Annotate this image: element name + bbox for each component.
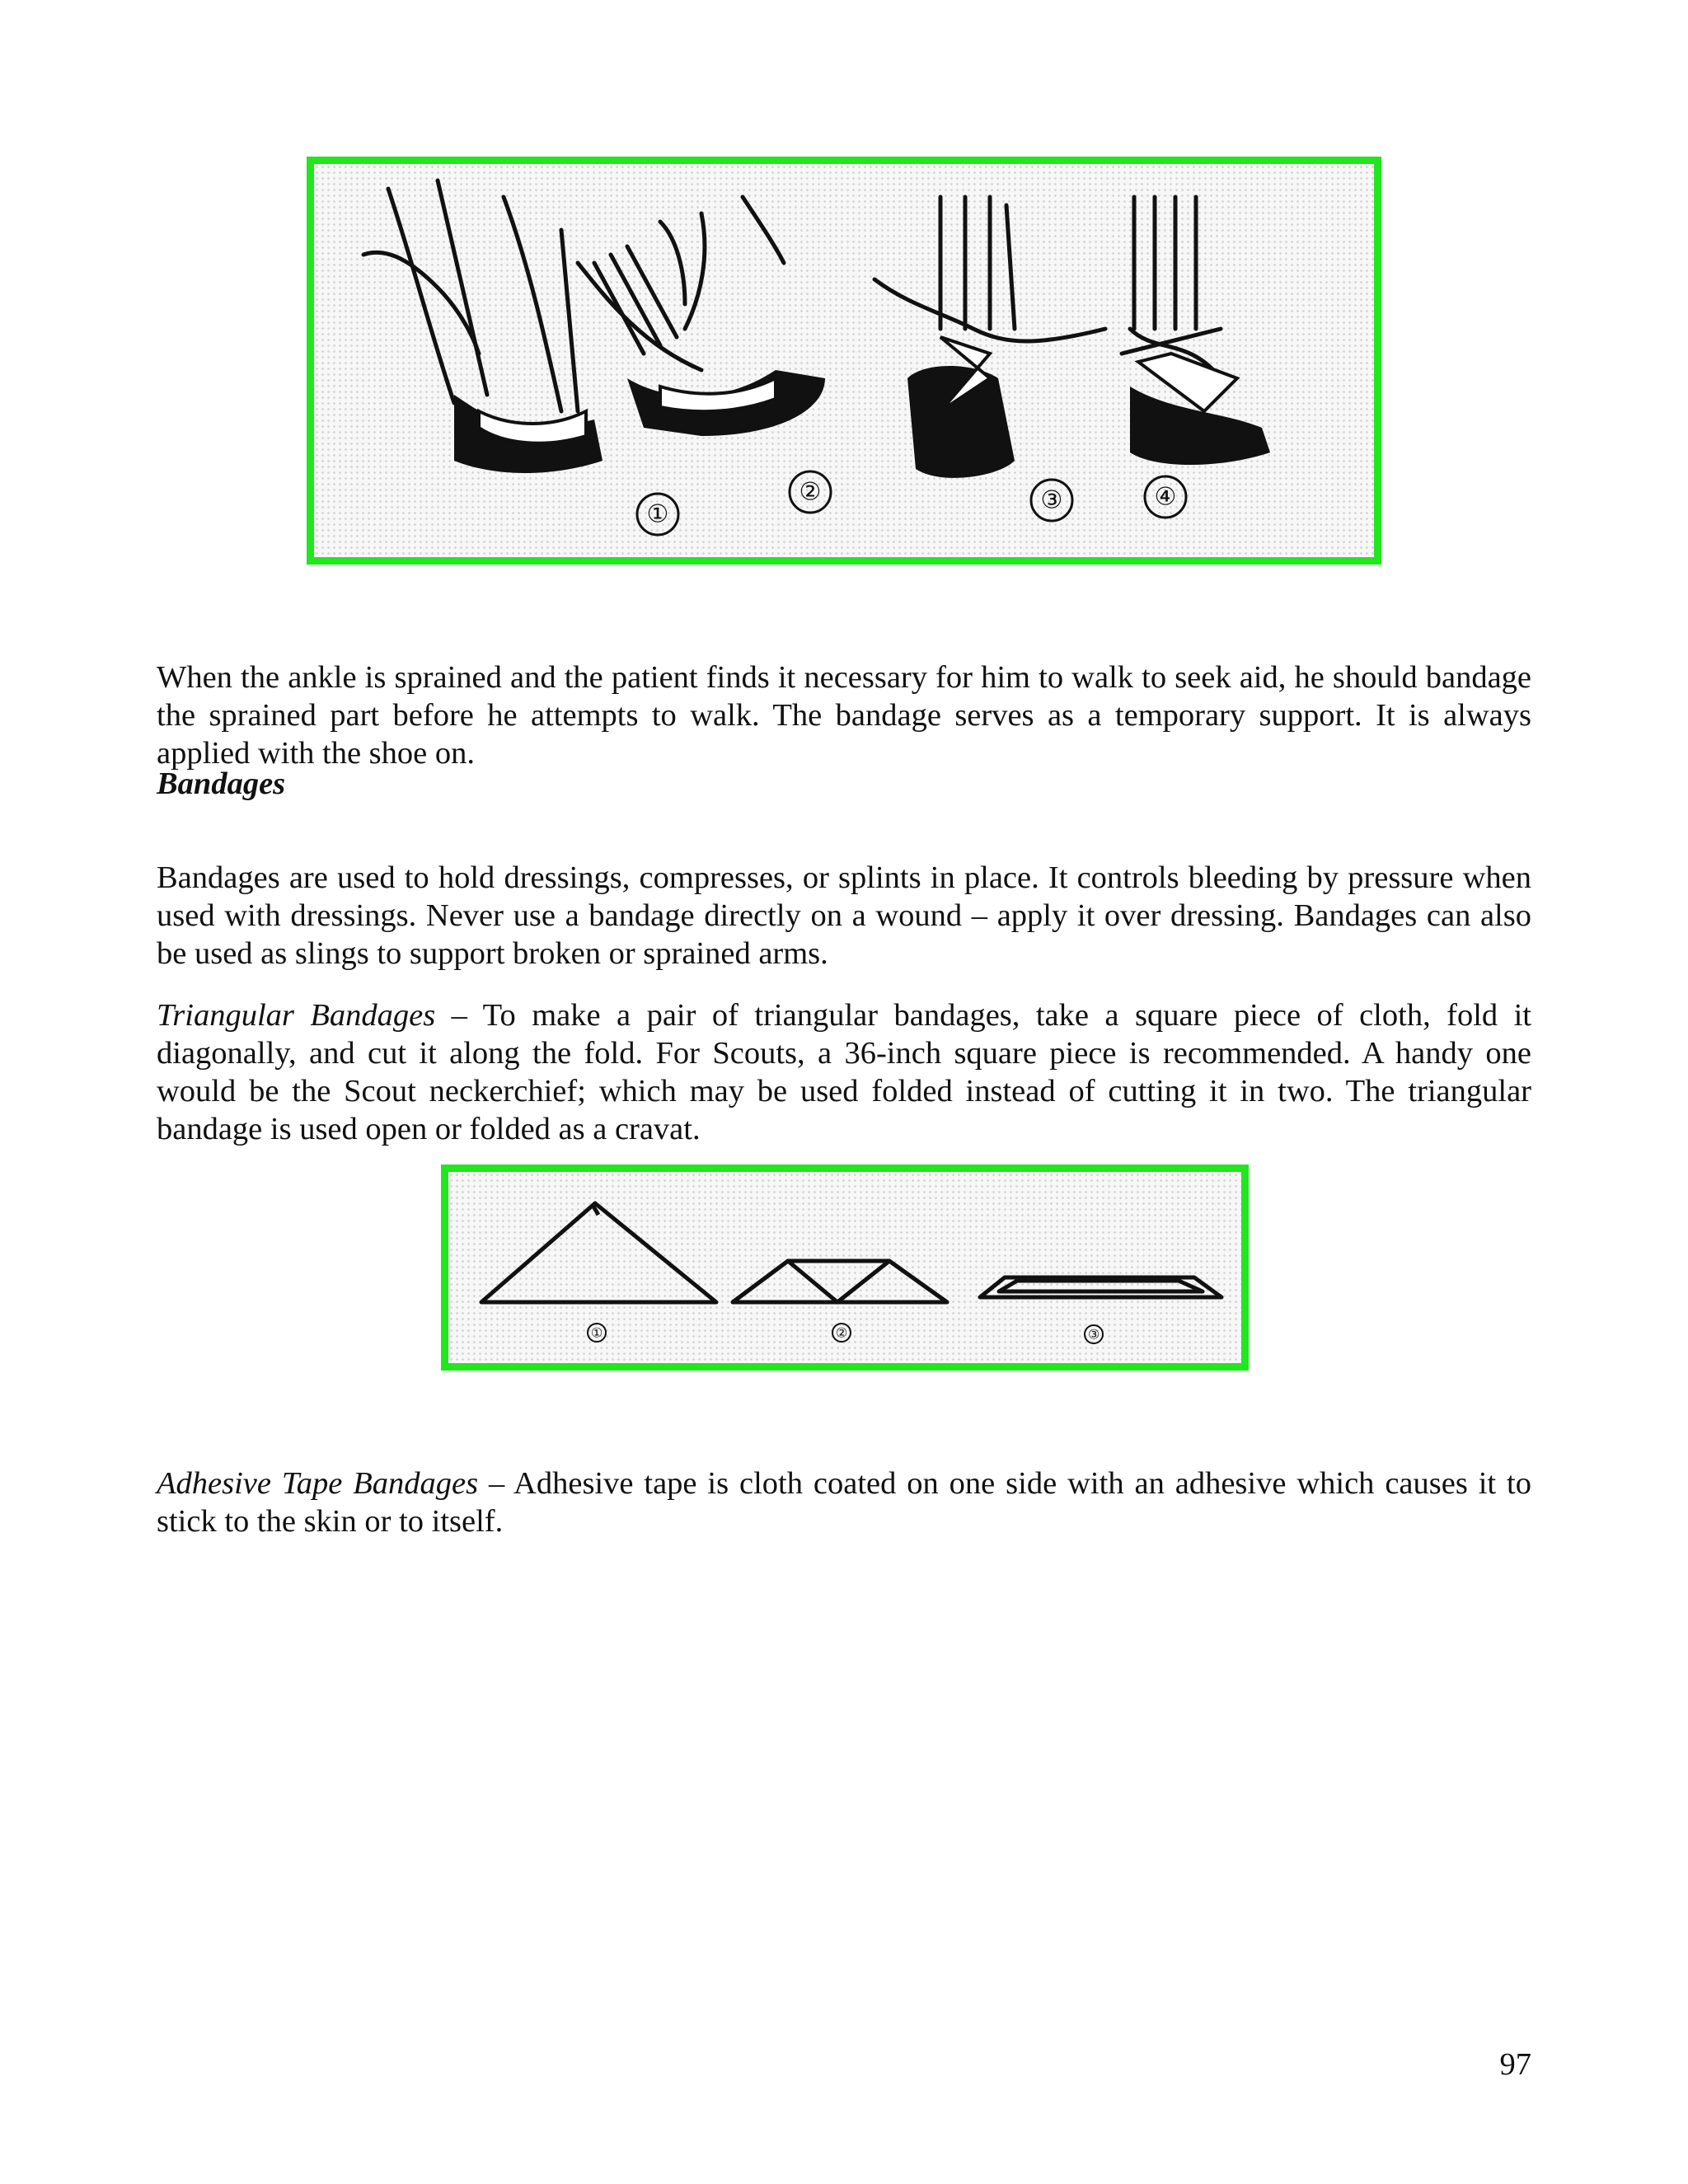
fig1-step-3-label: ③ bbox=[1040, 485, 1063, 515]
adhesive-tape-paragraph bbox=[157, 1465, 1531, 1540]
bandages-intro-paragraph: Bandages are used to hold dressings, compresses, or splints in place. It controls bleeding by pressure when used with dressings. Never use a bandage directly on a wound – apply it over dressing. Bandages can also be used as slings to support broken or sprained arms. bbox=[157, 860, 1531, 971]
bandages-heading: Bandages bbox=[157, 766, 286, 801]
adhesive-tape-term: Adhesive Tape Bandages bbox=[157, 1465, 479, 1501]
page-number: 97 bbox=[1499, 2047, 1531, 2082]
fig2-step-2-label: ② bbox=[835, 1324, 848, 1341]
triangular-bandage-folds-illustration bbox=[441, 1165, 1249, 1371]
ankle-sprain-paragraph: When the ankle is sprained and the patient finds it necessary for him to walk to seek aid, he should bandage the sprained part before he attempts to walk. The bandage serves as a temporary support. It is always applied with the shoe on. bbox=[157, 659, 1531, 771]
adhesive-tape-body: – Adhesive tape is cloth coated on one side with an adhesive which causes it to stick to the skin or to itself. bbox=[157, 1465, 1531, 1539]
triangular-bandages-body: – To make a pair of triangular bandages, take a square piece of cloth, fold it diagonally, and cut it along the fold. For Scouts, a 36-inch square piece is recommended. A handy one would be the Scout neckerchief; which may be used folded instead of cutting it in two. The triangular bandage is used open or folded as a cravat. bbox=[157, 997, 1532, 1146]
fig2-step-1-label: ① bbox=[590, 1324, 603, 1341]
ankle-bandage-drawing bbox=[314, 164, 1374, 557]
fig2-step-3-label: ③ bbox=[1087, 1326, 1100, 1343]
triangular-bandages-paragraph bbox=[157, 996, 1531, 1148]
ankle-bandage-illustration bbox=[307, 157, 1381, 565]
fig1-step-2-label: ② bbox=[799, 477, 822, 507]
triangular-bandages-term: Triangular Bandages bbox=[157, 997, 436, 1033]
fig1-step-1-label: ① bbox=[646, 499, 669, 529]
fig1-step-4-label: ④ bbox=[1154, 482, 1177, 512]
open-triangle-shape bbox=[481, 1203, 716, 1302]
triangular-folds-drawing bbox=[448, 1172, 1241, 1363]
